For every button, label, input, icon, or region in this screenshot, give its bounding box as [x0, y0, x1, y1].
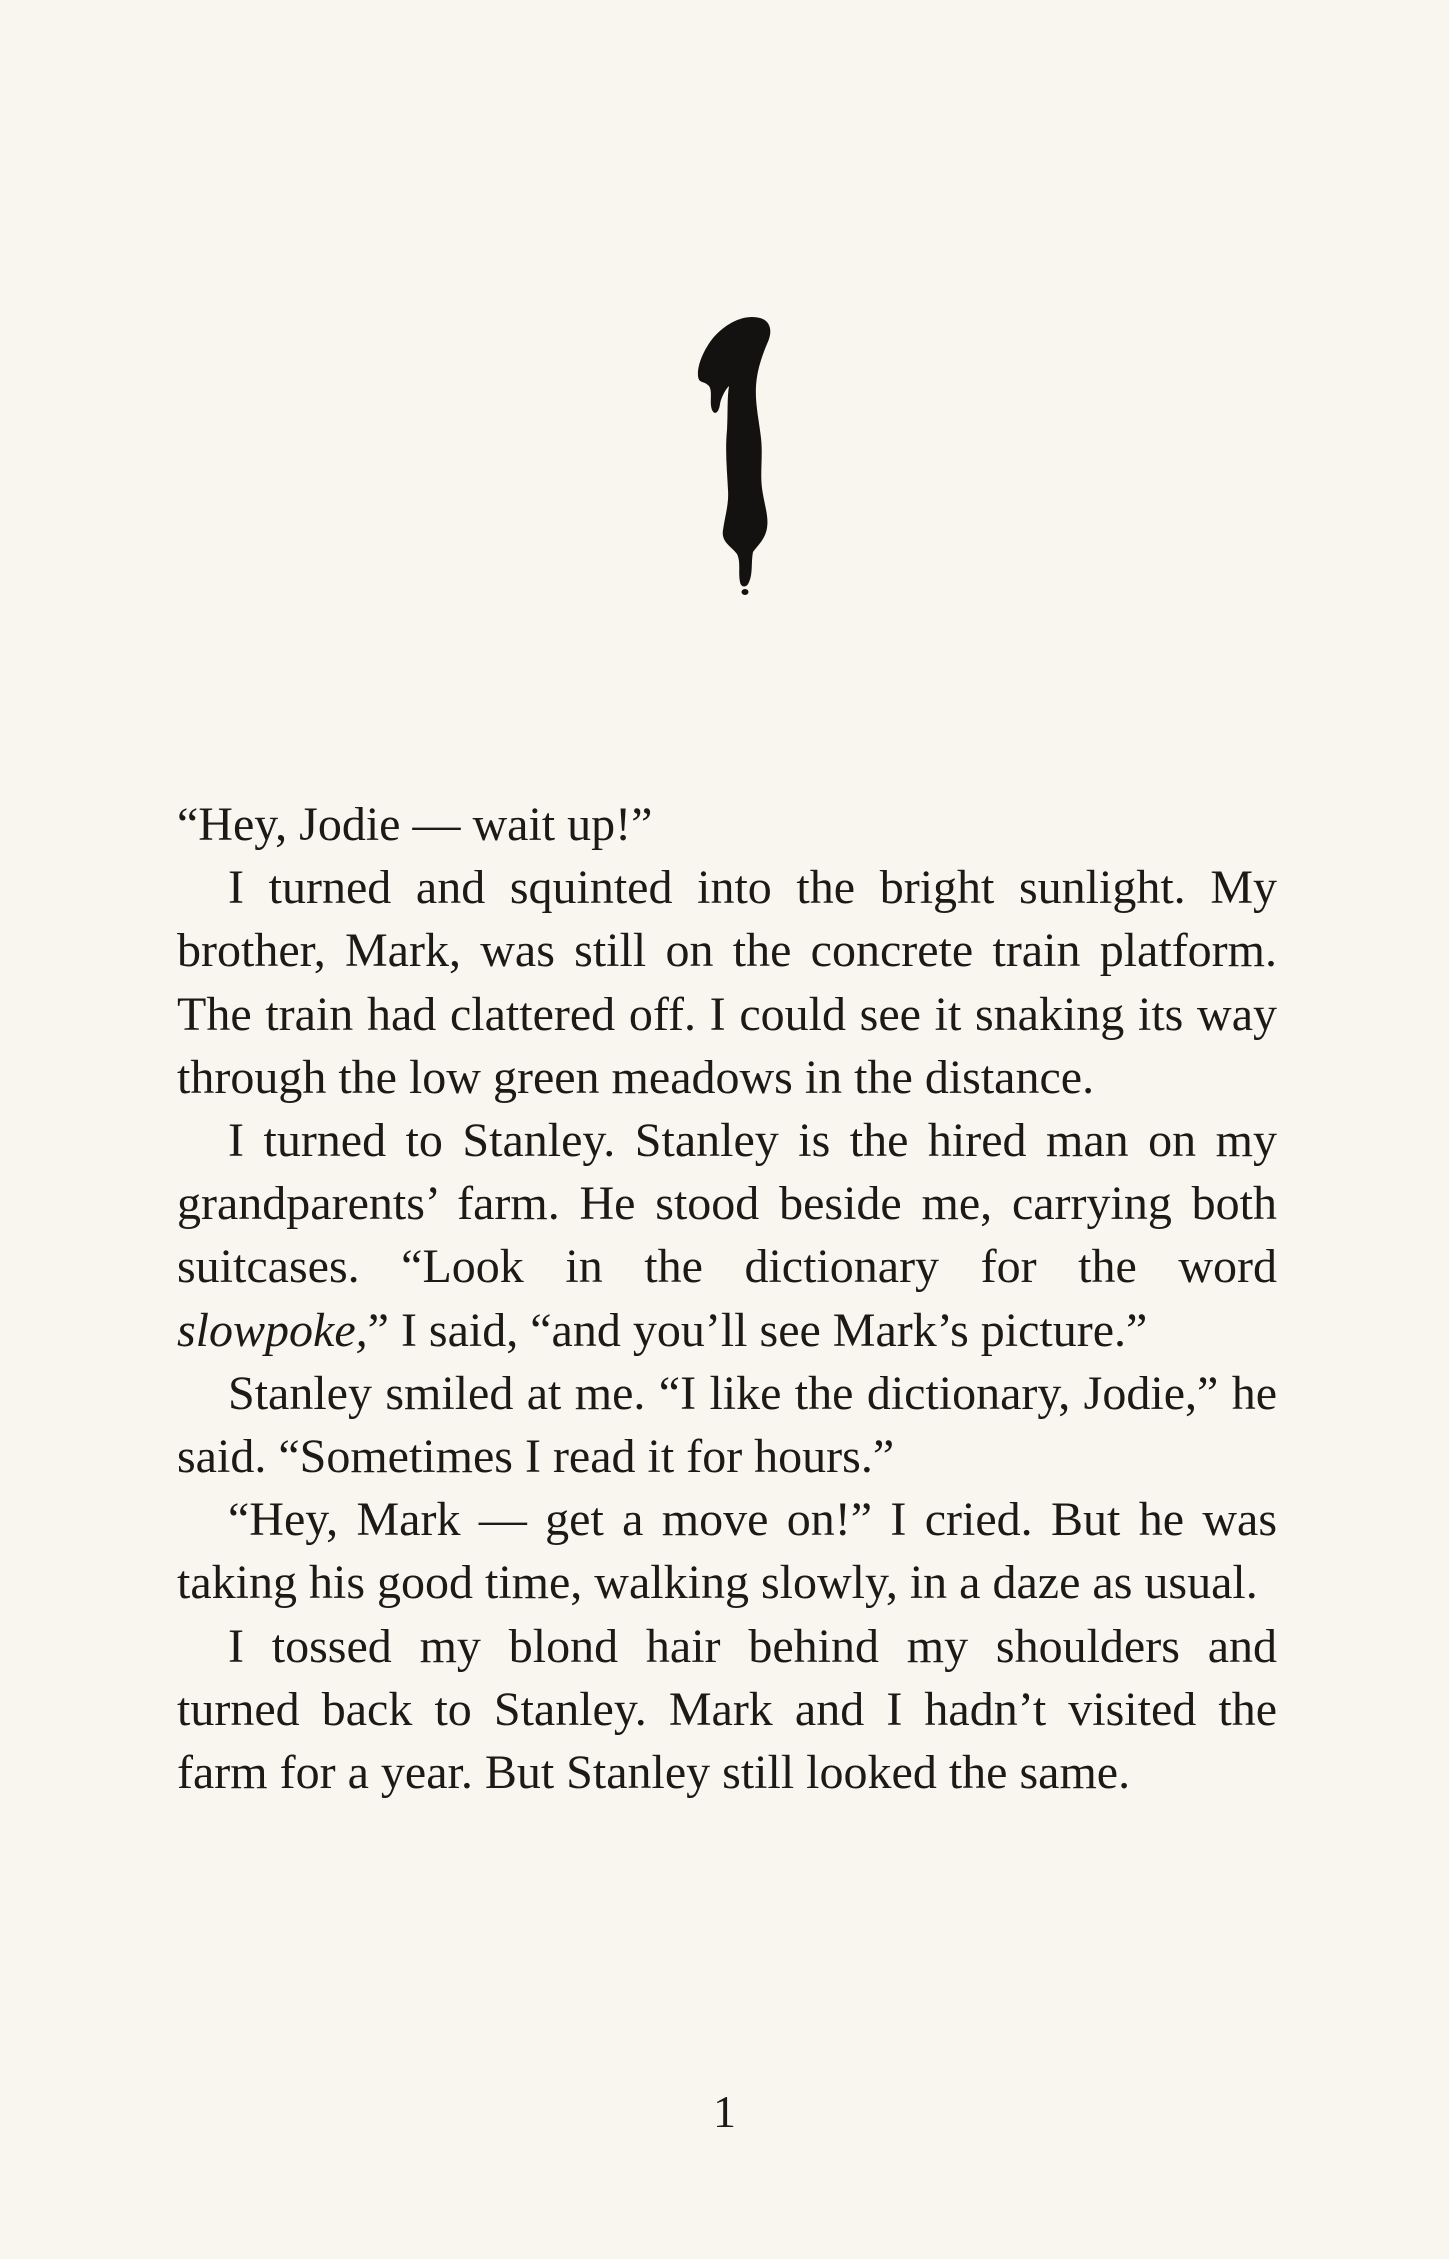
paragraph: I tossed my blond hair behind my shoulders and turned back to Stanley. Mark and I hadn’t visited the farm for a year. But Stanley still looked the same.: [177, 1619, 1277, 1800]
story-text: [177, 793, 1277, 1804]
dripping-numeral-one-icon: [665, 300, 785, 600]
chapter-number-drip-icon: [0, 300, 1449, 630]
paragraph: “Hey, Jodie — wait up!”: [177, 798, 653, 851]
page-number: 1: [713, 2086, 736, 2137]
paragraph: Stanley smiled at me. “I like the dictionary, Jodie,” he said. “Sometimes I read it for hours.”: [177, 1366, 1277, 1484]
italic-word: slowpoke,: [177, 1303, 368, 1357]
paragraph: I turned and squinted into the bright sunlight. My brother, Mark, was still on the concrete train platform. The train had clattered off. I could see it snaking its way through the low green meadows in the distance.: [177, 861, 1277, 1104]
paragraph-text: ” I said, “and you’ll see Mark’s picture.”: [367, 1303, 1148, 1357]
paragraph: [177, 1109, 1277, 1362]
paragraph: “Hey, Mark — get a move on!” I cried. But he was taking his good time, walking slowly, in a daze as usual.: [177, 1493, 1277, 1610]
paragraph-text: I turned to Stanley. Stanley is the hired man on my grandparents’ farm. He stood beside me, carrying both suitcases. “Look in the dictionary for the word: [177, 1114, 1277, 1294]
